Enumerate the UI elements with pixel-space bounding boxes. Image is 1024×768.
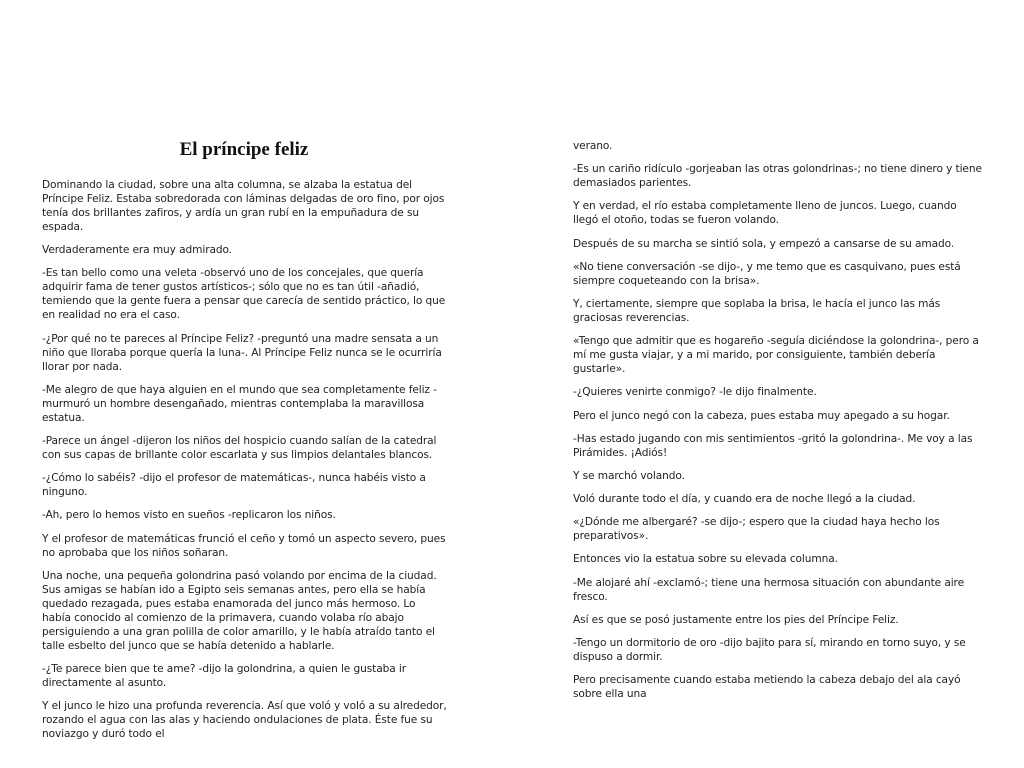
paragraph: Y se marchó volando. [573, 469, 685, 482]
paragraph: -Me alojaré ahí -exclamó-; tiene una hermosa situación con abundante aire fresco. [573, 576, 964, 603]
paragraph: -¿Quieres venirte conmigo? -le dijo finalmente. [573, 386, 817, 399]
paragraph: -Has estado jugando con mis sentimientos -gritó la golondrina-. Me voy a las Pirámides. ¡Adiós! [573, 432, 973, 459]
page-title: El príncipe feliz [179, 139, 309, 160]
paragraph: Y el junco le hizo una profunda reverencia. Así que voló y voló a su alrededor, rozando el agua con las alas y haciendo ondulaciones de plata. Éste fue su noviazgo y duró todo el [42, 700, 447, 741]
paragraph: «No tiene conversación -se dijo-, y me temo que es casquivano, pues está siempre coqueteando con la brisa». [573, 260, 961, 287]
paragraph: Voló durante todo el día, y cuando era de noche llegó a la ciudad. [573, 493, 916, 506]
paragraph: Una noche, una pequeña golondrina pasó volando por encima de la ciudad. Sus amigas se habían ido a Egipto seis semanas antes, pero ella se había quedado rezagada, pues estaba enamorada del junco más hermoso. Lo había conocido al comienzo de la primavera, cuando volaba río abajo persiguiendo a una gran polilla de color amarillo, y le había atraído tanto el talle esbelto del junco que se había detenido a hablarle. [42, 569, 437, 652]
paragraph: -¿Por qué no te pareces al Príncipe Feliz? -preguntó una madre sensata a un niño que lloraba porque quería la luna-. Al Príncipe Feliz nunca se le ocurriría llorar por nada. [42, 332, 442, 373]
paragraph: verano. [573, 140, 613, 152]
paragraph: Y, ciertamente, siempre que soplaba la brisa, le hacía el junco las más graciosas reverencias. [573, 297, 941, 324]
paragraph: Y en verdad, el río estaba completamente lleno de juncos. Luego, cuando llegó el otoño, todas se fueron volando. [573, 200, 957, 227]
right-text-column [573, 139, 983, 710]
paragraph: -Es un cariño ridículo -gorjeaban las otras golondrinas-; no tiene dinero y tiene demasiados parientes. [573, 163, 982, 190]
right-page [512, 0, 1024, 768]
paragraph: Así es que se posó justamente entre los pies del Príncipe Feliz. [573, 613, 899, 626]
paragraph: -Tengo un dormitorio de oro -dijo bajito para sí, mirando en torno suyo, y se dispuso a dormir. [573, 637, 966, 663]
paragraph: -¿Cómo lo sabéis? -dijo el profesor de matemáticas-, nunca habéis visto a ninguno. [42, 472, 426, 499]
paragraph: Y el profesor de matemáticas frunció el ceño y tomó un aspecto severo, pues no aprobaba que los niños soñaran. [42, 532, 446, 559]
paragraph: -Es tan bello como una veleta -observó uno de los concejales, que quería adquirir fama de tener gustos artísticos-; sólo que no es tan útil -añadió, temiendo que la gente fuera a pensar que carecía de sentido práctico, lo que en realidad no era el caso. [42, 267, 446, 322]
paragraph: -Parece un ángel -dijeron los niños del hospicio cuando salían de la catedral con sus capas de brillante color escarlata y sus limpios delantales blancos. [42, 434, 437, 461]
paragraph: Pero el junco negó con la cabeza, pues estaba muy apegado a su hogar. [573, 409, 950, 422]
paragraph: Después de su marcha se sintió sola, y empezó a cansarse de su amado. [573, 237, 955, 250]
paragraph: Dominando la ciudad, sobre una alta columna, se alzaba la estatua del Príncipe Feliz. Estaba sobredorada con láminas delgadas de oro fino, por ojos tenía dos brillantes zafiros, y ardía un gran rubí en la empuñadura de su espada. [42, 179, 445, 233]
paragraph: «¿Dónde me albergaré? -se dijo-; espero que la ciudad haya hecho los preparativos». [573, 516, 940, 543]
paragraph: Verdaderamente era muy admirado. [42, 244, 232, 257]
paragraph: -Ah, pero lo hemos visto en sueños -replicaron los niños. [42, 509, 336, 522]
paragraph: Entonces vio la estatua sobre su elevada columna. [573, 553, 838, 566]
paragraph: -¿Te parece bien que te ame? -dijo la golondrina, a quien le gustaba ir directamente al asunto. [42, 662, 406, 689]
paragraph: Pero precisamente cuando estaba metiendo la cabeza debajo del ala cayó sobre ella una [573, 674, 961, 701]
paragraph: -Me alegro de que haya alguien en el mundo que sea completamente feliz -murmuró un hombre desengañado, mientras contemplaba la maravillosa estatua. [42, 383, 437, 424]
left-text-column [42, 178, 447, 750]
paragraph: «Tengo que admitir que es hogareño -seguía diciéndose la golondrina-, pero a mí me gusta viajar, y a mi marido, por consiguiente, también debería gustarle». [573, 335, 979, 376]
